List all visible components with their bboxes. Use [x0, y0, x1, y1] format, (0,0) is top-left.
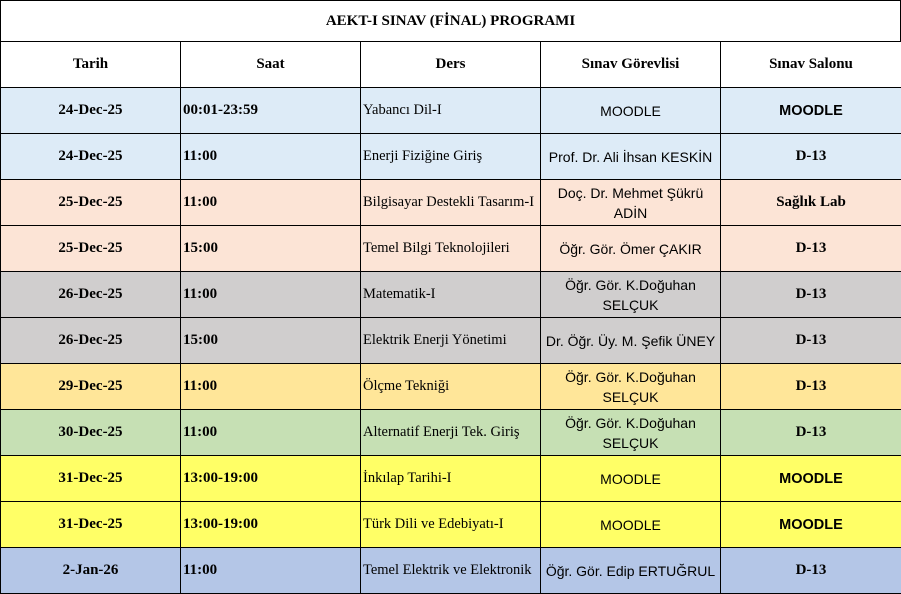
room-cell[interactable]: D-13: [721, 318, 901, 364]
staff-cell[interactable]: Öğr. Gör. Ömer ÇAKIR: [541, 226, 721, 272]
course-cell[interactable]: İnkılap Tarihi-I: [361, 456, 541, 502]
table-row: [1, 226, 901, 272]
date-cell[interactable]: 25-Dec-25: [1, 180, 181, 226]
time-cell[interactable]: 11:00: [181, 410, 361, 456]
time-cell[interactable]: 13:00-19:00: [181, 456, 361, 502]
date-cell[interactable]: 26-Dec-25: [1, 272, 181, 318]
course-cell[interactable]: Ölçme Tekniği: [361, 364, 541, 410]
header-course[interactable]: Ders: [361, 42, 541, 88]
room-cell[interactable]: D-13: [721, 548, 901, 594]
schedule-title: AEKT-I SINAV (FİNAL) PROGRAMI: [0, 0, 900, 41]
room-cell[interactable]: MOODLE: [721, 456, 901, 502]
table-row: [1, 180, 901, 226]
course-cell[interactable]: Enerji Fiziğine Giriş: [361, 134, 541, 180]
table-row: [1, 364, 901, 410]
time-cell[interactable]: 15:00: [181, 226, 361, 272]
date-cell[interactable]: 31-Dec-25: [1, 456, 181, 502]
header-row: [1, 42, 901, 88]
staff-cell[interactable]: Öğr. Gör. Edip ERTUĞRUL: [541, 548, 721, 594]
time-cell[interactable]: 11:00: [181, 272, 361, 318]
table-row: [1, 456, 901, 502]
time-cell[interactable]: 13:00-19:00: [181, 502, 361, 548]
course-cell[interactable]: Matematik-I: [361, 272, 541, 318]
header-time[interactable]: Saat: [181, 42, 361, 88]
table-row: [1, 88, 901, 134]
time-cell[interactable]: 15:00: [181, 318, 361, 364]
date-cell[interactable]: 24-Dec-25: [1, 134, 181, 180]
staff-cell[interactable]: MOODLE: [541, 502, 721, 548]
course-cell[interactable]: Elektrik Enerji Yönetimi: [361, 318, 541, 364]
date-cell[interactable]: 30-Dec-25: [1, 410, 181, 456]
date-cell[interactable]: 31-Dec-25: [1, 502, 181, 548]
staff-cell[interactable]: Öğr. Gör. K.Doğuhan SELÇUK: [541, 364, 721, 410]
header-staff[interactable]: Sınav Görevlisi: [541, 42, 721, 88]
table-row: [1, 272, 901, 318]
time-cell[interactable]: 11:00: [181, 364, 361, 410]
course-cell[interactable]: Temel Bilgi Teknolojileri: [361, 226, 541, 272]
table-row: [1, 410, 901, 456]
room-cell[interactable]: Sağlık Lab: [721, 180, 901, 226]
staff-cell[interactable]: MOODLE: [541, 456, 721, 502]
staff-cell[interactable]: Öğr. Gör. K.Doğuhan SELÇUK: [541, 272, 721, 318]
date-cell[interactable]: 29-Dec-25: [1, 364, 181, 410]
course-cell[interactable]: Türk Dili ve Edebiyatı-I: [361, 502, 541, 548]
table-row: [1, 502, 901, 548]
table-row: [1, 548, 901, 594]
time-cell[interactable]: 11:00: [181, 548, 361, 594]
time-cell[interactable]: 11:00: [181, 134, 361, 180]
course-cell[interactable]: Temel Elektrik ve Elektronik: [361, 548, 541, 594]
room-cell[interactable]: MOODLE: [721, 88, 901, 134]
time-cell[interactable]: 11:00: [181, 180, 361, 226]
course-cell[interactable]: Yabancı Dil-I: [361, 88, 541, 134]
room-cell[interactable]: D-13: [721, 364, 901, 410]
staff-cell[interactable]: Prof. Dr. Ali İhsan KESKİN: [541, 134, 721, 180]
room-cell[interactable]: MOODLE: [721, 502, 901, 548]
header-room[interactable]: Sınav Salonu: [721, 42, 901, 88]
staff-cell[interactable]: Dr. Öğr. Üy. M. Şefik ÜNEY: [541, 318, 721, 364]
date-cell[interactable]: 2-Jan-26: [1, 548, 181, 594]
time-cell[interactable]: 00:01-23:59: [181, 88, 361, 134]
room-cell[interactable]: D-13: [721, 134, 901, 180]
room-cell[interactable]: D-13: [721, 272, 901, 318]
room-cell[interactable]: D-13: [721, 226, 901, 272]
date-cell[interactable]: 24-Dec-25: [1, 88, 181, 134]
table-row: [1, 134, 901, 180]
date-cell[interactable]: 26-Dec-25: [1, 318, 181, 364]
schedule-table: [0, 41, 901, 594]
header-date[interactable]: Tarih: [1, 42, 181, 88]
date-cell[interactable]: 25-Dec-25: [1, 226, 181, 272]
room-cell[interactable]: D-13: [721, 410, 901, 456]
table-row: [1, 318, 901, 364]
staff-cell[interactable]: Doç. Dr. Mehmet Şükrü ADİN: [541, 180, 721, 226]
course-cell[interactable]: Alternatif Enerji Tek. Giriş: [361, 410, 541, 456]
staff-cell[interactable]: MOODLE: [541, 88, 721, 134]
staff-cell[interactable]: Öğr. Gör. K.Doğuhan SELÇUK: [541, 410, 721, 456]
course-cell[interactable]: Bilgisayar Destekli Tasarım-I: [361, 180, 541, 226]
